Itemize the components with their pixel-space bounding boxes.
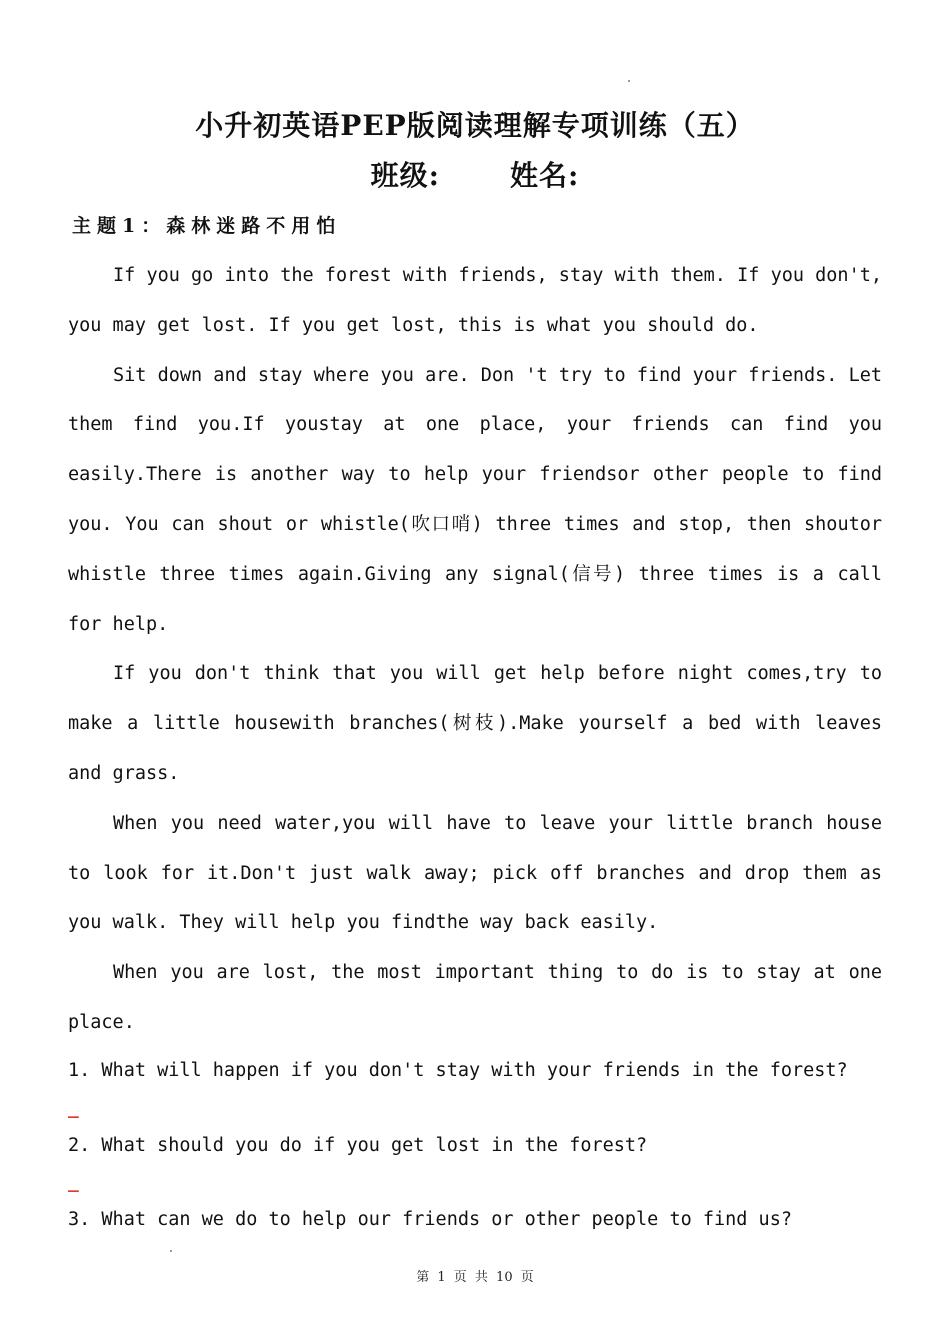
name-label: 姓名:: [510, 159, 580, 192]
student-info-line: [0, 154, 950, 194]
question-1: 1. What will happen if you don't stay with your friends in the forest?: [68, 1060, 848, 1081]
passage-paragraph: When you need water,you will have to leave your little branch house to look for it.Don't just walk away; pick off branches and drop them as you walk. They will help you findthe way back easily.: [68, 812, 882, 934]
page-footer: 第 1 页 共 10 页: [416, 1270, 534, 1285]
page-title: 小升初英语PEP版阅读理解专项训练（五）: [195, 109, 755, 142]
scan-speck: [170, 1250, 172, 1252]
scan-speck: [628, 80, 630, 82]
passage: [68, 251, 882, 1048]
passage-paragraph: Sit down and stay where you are. Don 't try to find your friends. Let them find you.If youstay at one place, your friends can find you easily.There is another way to help your friendsor other people to find you. You can shout or whistle(吹口哨) three times and stop, then shoutor whistle three times again.Giving any signal(信号) three times is a call for help.: [68, 364, 882, 635]
question-2: 2. What should you do if you get lost in the forest?: [68, 1135, 648, 1156]
answer-blank-2[interactable]: _: [68, 1172, 79, 1193]
topic-heading: 主题1：森林迷路不用怕: [72, 215, 342, 237]
passage-paragraph: If you don't think that you will get help before night comes,try to make a little housewith branches(树枝).Make yourself a bed with leaves and grass.: [68, 663, 882, 784]
class-label: 班级:: [370, 159, 440, 192]
question-3: 3. What can we do to help our friends or other people to find us?: [68, 1209, 792, 1230]
answer-blank-1[interactable]: _: [68, 1098, 79, 1119]
passage-paragraph: When you are lost, the most important thing to do is to stay at one place.: [68, 962, 882, 1033]
passage-paragraph: If you go into the forest with friends, stay with them. If you don't, you may get lost. If you get lost, this is what you should do.: [68, 265, 882, 336]
